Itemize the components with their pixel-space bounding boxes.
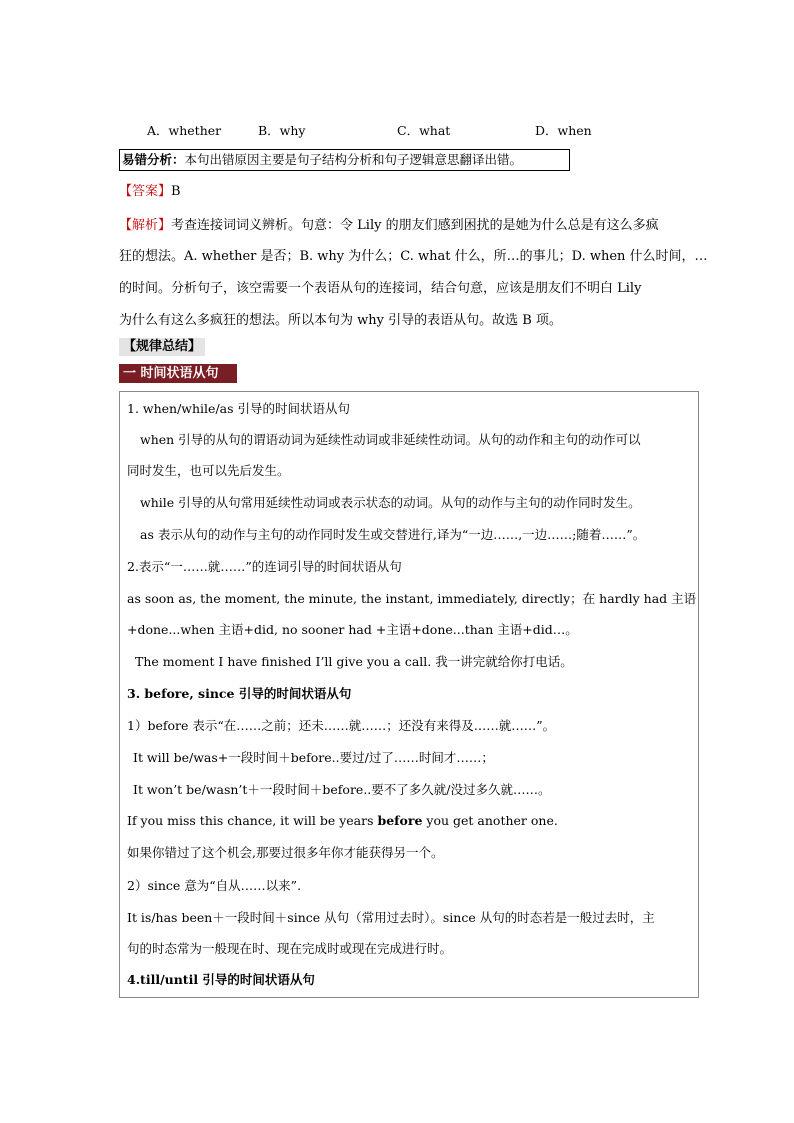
explanation-line-1: 【解析】考查连接词词义辨析。句意：令 Lily 的朋友们感到困扰的是她为什么总是有这么多疯 [119,218,659,233]
paragraph-as: as 表示从句的动作与主句的动作同时发生或交替进行,译为“一边……,一边……;随着……”。 [140,527,646,542]
answer-line [119,182,181,202]
error-analysis-box [119,149,570,171]
paragraph-since-1: It is/has been＋一段时间＋since 从句（常用过去时）。since 从句的时态若是一般过去时，主 [127,910,655,925]
heading-2: 2.表示“一……就……”的连词引导的时间状语从句 [127,559,402,574]
example-chance-en: If you miss this chance, it will be years before you get another one. [127,813,558,828]
pattern-wont-be: It won’t be/wasn’t＋一段时间＋before..要不了多久就/没过多久就……。 [133,782,551,797]
error-analysis-text: 本句出错原因主要是句子结构分析和句子逻辑意思翻译出错。 [184,152,523,167]
error-analysis-label: 易错分析： [122,152,185,167]
option-a: A．whether [147,123,222,138]
explanation-line-3: 的时间。分析句子，该空需要一个表语从句的连接词，结合句意，应该是朋友们不明白 Lily [119,281,642,296]
heading-3: 3. before, since 引导的时间状语从句 [127,686,352,701]
paragraph-before-def: 1）before 表示“在……之前；还未……就……；还没有来得及……就……”。 [127,718,556,733]
option-b: B．why [258,123,306,138]
answer-value: B [171,184,181,199]
paragraph-as-soon-as-2: +done...when 主语+did, no sooner had +主语+done...than 主语+did…。 [127,622,578,637]
option-d: D．when [535,123,592,138]
paragraph-while: while 引导的从句常用延续性动词或表示状态的动词。从句的动作与主句的动作同时发生。 [140,495,641,510]
example-chance-zh: 如果你错过了这个机会,那要过很多年你才能获得另一个。 [127,845,444,860]
paragraph-since-def: 2）since 意为“自从……以来”. [127,878,302,893]
section-label: 一 时间状语从句 [119,364,237,383]
explanation-line-4: 为什么有这么多疯狂的想法。所以本句为 why 引导的表语从句。故选 B 项。 [119,313,562,328]
heading-1: 1. when/while/as 引导的时间状语从句 [127,401,351,416]
before-keyword: before [377,813,423,828]
example-moment: The moment I have finished I’ll give you a call. 我一讲完就给你打电话。 [135,654,573,669]
option-c: C．what [397,123,451,138]
summary-label: 【规律总结】 [119,338,205,356]
paragraph-when-1: when 引导的从句的谓语动词为延续性动词或非延续性动词。从句的动作和主句的动作可以 [140,432,641,447]
paragraph-when-2: 同时发生，也可以先后发生。 [127,463,290,478]
explanation-label: 【解析】 [119,218,172,233]
heading-4: 4.till/until 引导的时间状语从句 [127,972,315,987]
answer-label: 【答案】 [119,184,172,199]
pattern-will-be: It will be/was+一段时间＋before..要过/过了……时间才……； [133,750,494,765]
paragraph-since-2: 句的时态常为一般现在时、现在完成时或现在完成进行时。 [127,941,453,956]
paragraph-as-soon-as-1: as soon as, the moment, the minute, the instant, immediately, directly；在 hardly had 主语 [127,591,697,606]
explanation-line-2: 狂的想法。A. whether 是否；B. why 为什么；C. what 什么，所…的事儿；D. when 什么时间，… [119,249,708,264]
